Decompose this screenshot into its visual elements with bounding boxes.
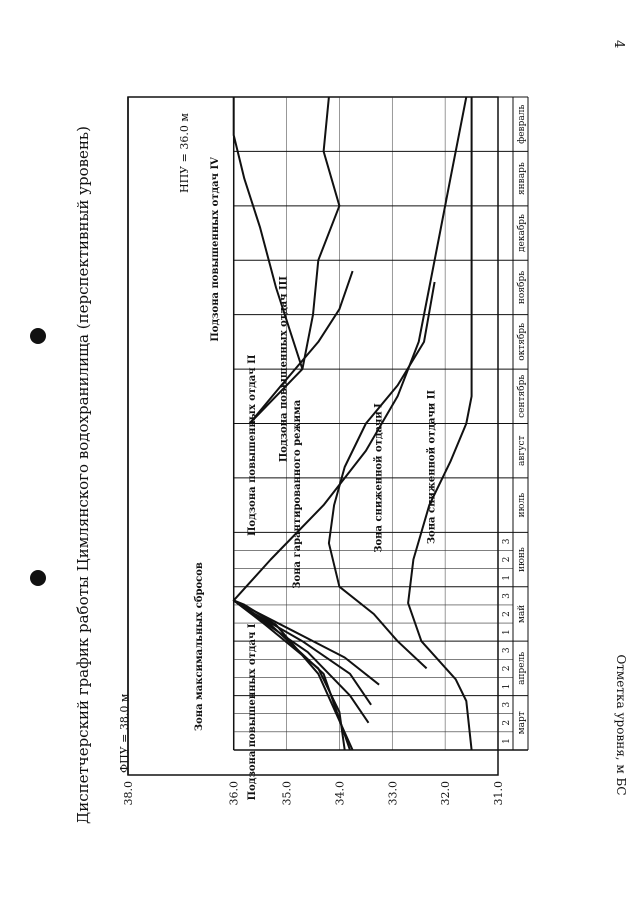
decade-label: 2 bbox=[502, 665, 512, 672]
y-tick-label: 34.0 bbox=[333, 781, 347, 806]
chart-title: Диспетчерский график работы Цимлянского водохранилища (перспективный уровень) bbox=[74, 126, 92, 824]
month-labels bbox=[502, 105, 527, 744]
y-tick-label: 38.0 bbox=[122, 781, 135, 806]
month-label: октябрь bbox=[517, 322, 527, 361]
decade-label: 2 bbox=[502, 556, 512, 563]
decade-label: 1 bbox=[502, 574, 512, 581]
y-axis-label: Отметка уровня, м БС bbox=[614, 654, 628, 796]
zone-label: Подзона повышенных отдач III bbox=[278, 276, 290, 463]
decade-label: 2 bbox=[502, 611, 512, 617]
fpu-label: ФПУ = 38.0 м bbox=[118, 693, 131, 773]
month-label: январь bbox=[517, 162, 527, 196]
decade-label: 3 bbox=[502, 647, 512, 654]
y-tick-label: 36.0 bbox=[227, 781, 241, 806]
chart-plot bbox=[74, 97, 628, 824]
decade-label: 2 bbox=[502, 719, 512, 726]
zone-label: Зона гарантированного режима bbox=[291, 399, 303, 589]
month-label: август bbox=[517, 435, 527, 466]
month-label: февраль bbox=[517, 104, 527, 144]
decade-label: 1 bbox=[502, 629, 512, 635]
month-label: июль bbox=[517, 492, 527, 518]
plot-frame bbox=[128, 97, 498, 775]
month-label: ноябрь bbox=[517, 270, 527, 305]
month-label: май bbox=[517, 604, 527, 624]
month-label: апрель bbox=[517, 651, 527, 685]
decade-label: 1 bbox=[502, 738, 512, 744]
zone-label: Зона сниженной отдачи I bbox=[373, 403, 385, 553]
y-tick-label: 32.0 bbox=[439, 781, 453, 806]
punch-hole-bottom bbox=[30, 570, 46, 586]
decade-label: 3 bbox=[502, 538, 512, 545]
zone-label: Подзона повышенных отдач I bbox=[246, 623, 258, 801]
y-tick-label: 35.0 bbox=[280, 781, 294, 806]
month-label: декабрь bbox=[517, 214, 527, 253]
month-label: март bbox=[517, 711, 527, 735]
month-label: сентябрь bbox=[517, 374, 527, 418]
y-tick-label: 33.0 bbox=[386, 781, 400, 806]
y-tick-label: 31.0 bbox=[492, 781, 505, 806]
zone-label: Подзона повышенных отдач IV bbox=[209, 157, 221, 342]
zone-label: Подзона повышенных отдач II bbox=[246, 354, 258, 537]
zone-label: Зона сниженной отдачи II bbox=[426, 389, 438, 545]
zone-label: Зона максимальных сбросов bbox=[194, 562, 205, 732]
month-label: июнь bbox=[517, 547, 527, 572]
npu-label: НПУ = 36.0 м bbox=[178, 113, 191, 193]
page-number: 4 bbox=[611, 40, 626, 49]
series-line bbox=[234, 97, 303, 369]
punch-hole-top bbox=[30, 328, 46, 344]
decade-label: 1 bbox=[502, 683, 512, 690]
decade-label: 3 bbox=[502, 701, 512, 708]
y-axis-ticks bbox=[122, 781, 505, 806]
decade-label: 3 bbox=[502, 592, 512, 599]
zone-labels bbox=[194, 157, 438, 800]
